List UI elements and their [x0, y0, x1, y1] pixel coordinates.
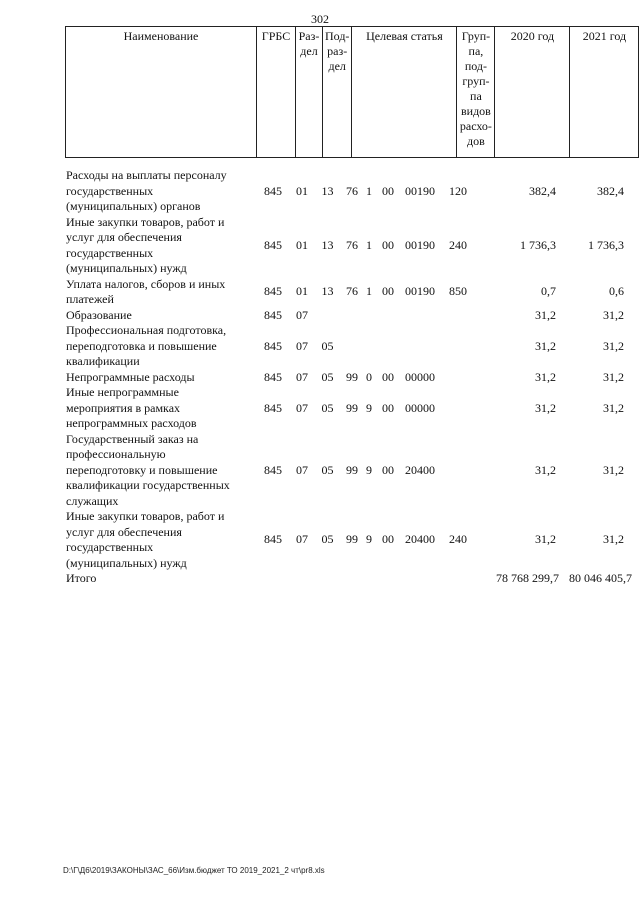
cell-2020: 0,7 [541, 284, 556, 299]
cell-name-line: платежей [66, 292, 114, 306]
cell-2020: 31,2 [535, 462, 556, 477]
cell-subprogram: 9 [366, 532, 372, 547]
cell-name [66, 168, 251, 215]
page-number: 302 [311, 12, 329, 26]
cell-podrazdel: 05 [321, 462, 334, 477]
total-label: Итого [66, 571, 97, 585]
header-podrazdel [323, 27, 352, 158]
cell-2021: 31,2 [603, 400, 624, 415]
header-year-2021: 2021 год [570, 27, 639, 158]
cell-name-line: мероприятия в рамках [66, 400, 181, 415]
cell-grbs: 845 [264, 183, 282, 198]
cell-subprogram: 9 [366, 400, 372, 415]
cell-program: 99 [346, 462, 358, 477]
cell-number: 00190 [405, 237, 435, 252]
cell-2020: 1 736,3 [520, 237, 556, 252]
cell-name [66, 308, 251, 324]
cell-subprogram: 0 [366, 369, 372, 384]
cell-name-line: (муниципальных) нужд [66, 261, 187, 275]
header-group-line: Груп- [461, 29, 491, 43]
cell-podrazdel: 13 [321, 183, 334, 198]
cell-name-line: переподготовку и повышение [66, 462, 218, 477]
cell-name-line: Образование [66, 307, 132, 322]
cell-name [66, 370, 251, 386]
cell-group: 240 [449, 532, 467, 547]
cell-razdel: 07 [296, 462, 308, 477]
cell-subprogram: 1 [366, 284, 372, 299]
cell-number: 00000 [405, 369, 435, 384]
cell-name-line: Иные закупки товаров, работ и [66, 214, 225, 229]
cell-2021: 0,6 [609, 284, 624, 299]
cell-subprogram: 9 [366, 462, 372, 477]
cell-name-line: Расходы на выплаты персоналу [66, 168, 227, 182]
cell-name-line: Профессиональная подготовка, [66, 323, 227, 337]
cell-subprogram: 1 [366, 183, 372, 198]
cell-name [66, 215, 251, 277]
cell-type: 00 [382, 183, 394, 198]
table-row [66, 370, 632, 386]
header-podrazdel-line: Под- [325, 29, 350, 43]
cell-name [66, 432, 251, 510]
cell-group: 120 [449, 183, 467, 198]
cell-podrazdel: 05 [321, 400, 334, 415]
cell-name-line: профессиональную [66, 447, 166, 461]
cell-program: 99 [346, 369, 358, 384]
cell-razdel: 07 [296, 338, 308, 353]
cell-program: 99 [346, 532, 358, 547]
cell-razdel: 07 [296, 532, 308, 547]
cell-razdel: 01 [296, 284, 308, 299]
cell-grbs: 845 [264, 400, 282, 415]
table-row [66, 385, 632, 432]
cell-grbs: 845 [264, 462, 282, 477]
header-group [457, 27, 495, 158]
cell-razdel: 07 [296, 400, 308, 415]
total-2020: 78 768 299,7 [496, 571, 559, 585]
table-row [66, 432, 632, 510]
header-group-line: видов [460, 104, 491, 118]
cell-name-line: услуг для обеспечения [66, 524, 182, 539]
cell-podrazdel: 05 [321, 532, 334, 547]
cell-group: 240 [449, 237, 467, 252]
cell-program: 76 [346, 284, 358, 299]
cell-2021: 31,2 [603, 462, 624, 477]
cell-name-line: Непрограммные расходы [66, 369, 195, 384]
cell-name-line: услуг для обеспечения [66, 230, 182, 244]
cell-grbs: 845 [264, 532, 282, 547]
cell-2021: 31,2 [603, 369, 624, 384]
cell-name-line: (муниципальных) нужд [66, 555, 187, 570]
cell-type: 00 [382, 237, 394, 252]
cell-name-line: квалификации [66, 354, 140, 368]
cell-type: 00 [382, 284, 394, 299]
cell-name-line: государственных [66, 245, 154, 260]
header-group-line: под- [464, 59, 488, 73]
cell-name-line: непрограммных расходов [66, 416, 197, 430]
cell-podrazdel: 05 [321, 338, 334, 353]
table-row [66, 215, 632, 277]
header-group-line: па, [468, 44, 484, 58]
header-name: Наименование [66, 27, 257, 158]
cell-program: 76 [346, 237, 358, 252]
total-2021: 80 046 405,7 [569, 571, 632, 585]
header-podrazdel-line: раз- [327, 44, 348, 58]
cell-grbs: 845 [264, 369, 282, 384]
header-razdel [296, 27, 323, 158]
cell-podrazdel: 13 [321, 237, 334, 252]
header-group-line: дов [467, 134, 485, 148]
cell-2021: 31,2 [603, 338, 624, 353]
cell-number: 00000 [405, 400, 435, 415]
cell-name [66, 277, 251, 308]
cell-2021: 31,2 [603, 532, 624, 547]
header-group-line: груп- [462, 74, 490, 88]
cell-number: 20400 [405, 532, 435, 547]
cell-name [66, 385, 251, 432]
header-grbs: ГРБС [257, 27, 296, 158]
cell-subprogram: 1 [366, 237, 372, 252]
table-body [66, 168, 632, 587]
table-row [66, 277, 632, 308]
table-row [66, 323, 632, 370]
cell-program: 99 [346, 400, 358, 415]
table-row [66, 168, 632, 215]
header-razdel-line: Раз- [298, 29, 320, 43]
header-razdel-line: дел [300, 44, 318, 58]
header-group-line: па [470, 89, 482, 103]
cell-name-line: государственных [66, 183, 154, 198]
cell-2020: 31,2 [535, 369, 556, 384]
header-article: Целевая статья [352, 27, 457, 158]
cell-type: 00 [382, 400, 394, 415]
cell-type: 00 [382, 369, 394, 384]
cell-2020: 31,2 [535, 400, 556, 415]
cell-2020: 31,2 [535, 307, 556, 322]
cell-name-line: квалификации государственных [66, 478, 230, 492]
cell-name-line: Государственный заказ на [66, 431, 199, 446]
cell-grbs: 845 [264, 237, 282, 252]
cell-razdel: 01 [296, 237, 308, 252]
table-header [65, 26, 639, 158]
cell-2020: 382,4 [529, 183, 556, 198]
cell-razdel: 07 [296, 369, 308, 384]
cell-podrazdel: 13 [321, 284, 334, 299]
cell-number: 20400 [405, 462, 435, 477]
cell-2021: 31,2 [603, 307, 624, 322]
cell-podrazdel: 05 [321, 369, 334, 384]
header-podrazdel-line: дел [328, 59, 346, 73]
cell-razdel: 01 [296, 183, 308, 198]
cell-razdel: 07 [296, 307, 308, 322]
cell-name [66, 509, 251, 571]
total-row [66, 571, 632, 587]
cell-name-line: Иные закупки товаров, работ и [66, 509, 225, 523]
cell-name-line: Уплата налогов, сборов и иных [66, 276, 226, 291]
cell-grbs: 845 [264, 338, 282, 353]
cell-group: 850 [449, 284, 467, 299]
cell-name-line: государственных [66, 540, 154, 554]
cell-number: 00190 [405, 183, 435, 198]
cell-name-line: (муниципальных) органов [66, 199, 201, 213]
cell-name-line: служащих [66, 493, 119, 508]
cell-grbs: 845 [264, 307, 282, 322]
cell-program: 76 [346, 183, 358, 198]
file-path-footer: D:\Г\Д6\2019\ЗАКОНЫ\ЗАС_66\Изм.бюджет ТО 2019_2021_2 чт\pr8.xls [63, 866, 325, 875]
cell-type: 00 [382, 462, 394, 477]
cell-name-line: переподготовка и повышение [66, 338, 217, 353]
cell-grbs: 845 [264, 284, 282, 299]
header-year-2020: 2020 год [495, 27, 570, 158]
cell-number: 00190 [405, 284, 435, 299]
cell-2021: 382,4 [597, 183, 624, 198]
cell-type: 00 [382, 532, 394, 547]
header-group-line: расхо- [459, 119, 492, 133]
table-row [66, 308, 632, 324]
cell-2020: 31,2 [535, 532, 556, 547]
table-row [66, 509, 632, 571]
cell-2020: 31,2 [535, 338, 556, 353]
cell-name-line: Иные непрограммные [66, 385, 179, 399]
cell-name [66, 323, 251, 370]
cell-2021: 1 736,3 [588, 237, 624, 252]
